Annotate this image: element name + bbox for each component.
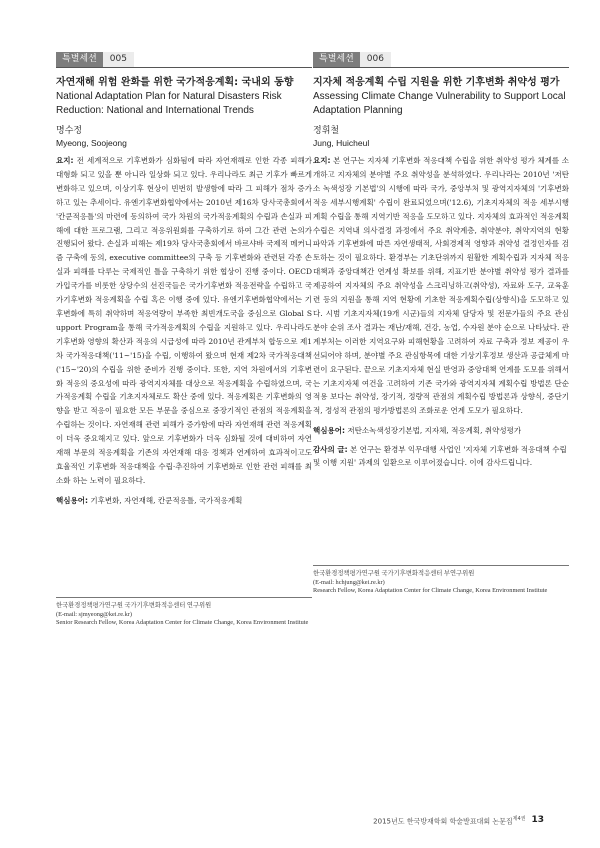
keywords [56,494,312,507]
acknowledgement-label: 감사의 글: [313,445,348,455]
session-badge [313,52,569,68]
session-number: 005 [103,52,134,67]
article-title-english: Assessing Climate Change Vulnerability to Support Local Adaptation Planning [313,91,566,116]
right-article [313,52,569,469]
footnote-affiliation: 한국환경정책평가연구원 국가기후변화적응센터 연구위원 [56,602,212,609]
author-name-korean: 명수정 [56,126,83,136]
session-number: 006 [360,52,391,67]
keywords-text: 기후변화, 자연재해, 칸쿤적응틀, 국가적응계획 [87,495,243,505]
session-label: 특별세션 [313,52,360,67]
author-footnote-left [56,597,312,628]
session-badge [56,52,312,68]
page-footer [373,815,544,826]
footnote-email: (E-mail: sjmyeong@kei.re.kr) [56,610,132,618]
keywords-text: 저탄소녹색성장기본법, 지자체, 적응계획, 취약성평가 [344,426,522,436]
abstract [313,154,569,418]
abstract [56,154,312,488]
author-name-english: Jung, Huicheul [313,138,370,148]
journal-name: 2015년도 한국방재학회 학술발표대회 논문집$^{제4권}$ [373,815,526,825]
session-label: 특별세션 [56,52,103,67]
abstract-label: 요지: [313,156,331,165]
article-title-korean: 지자체 적응계획 수립 지원을 위한 기후변화 취약성 평가 [313,77,560,88]
keywords-label: 핵심용어: [56,495,88,505]
acknowledgement-text: 본 연구는 환경부 익무대행 사업인 '지자체 기후변화 적응대책 수립 및 이행 지원' 과제의 일환으로 이루어졌습니다. 이에 감사드립니다. [313,445,567,468]
footnote-affiliation: 한국환경정책평가연구원 국가기후변화적응센터 부연구위원 [313,570,475,577]
article-title-english: National Adaptation Plan for Natural Disasters Risk Reduction: National and International Trends [56,91,282,116]
left-article [56,52,312,507]
abstract-text: 본 연구는 지자체 기후변화 적응대책 수립을 위한 취약성 평가 체계를 소개하고 지자체의 분야별 주요 취약성을 분석하였다. 우리나라는 2010년 '저탄소 녹색성장 기본법'의 시행에 따라 국가, 중앙부처 및 광역지자체의 '기후변화 적응 세부시행계획' 수립이 완료되었으며('12.6), 기초지자체의 적응 세부시행계획 수립을 통해 지역기반 적응을 도모하고 있다. 지자체의 효과적인 적응계획 수립은 지역내 의사결정 과정에서 주요 취약계층, 취약분야, 취약지역의 현황 파악과 기후변화에 따른 자연생태적, 사회경제적 영향과 취약성 결정인자를 검토하는 것이 필요하다. 환경부는 기초단위까지 원활한 계획수립과 지자체 적응대책과 중앙대책간 연계성 확보를 위해, 지표기반 분야별 취약성 평가 결과를 제공하여 지자체의 주요 취약성을 스크리닝하고(취약성), 자료와 도구, 교육훈련 등의 지원을 통해 지역 현황에 기초한 적응계획수립(상향식)을 도모하고 있다. 시범 기초지자체(19개 시군)들의 지자체 담당자 및 전문가들의 주요 관심분야 순위 조사 결과는 재난/재해, 건강, 농업, 수자원 분야 순으로 나타났다. 관계부처는 이러한 지역요구와 피해현황을 고려하여 자료 구축과 정보 제공이 우선되어야 하며, 분야별 주요 관심항목에 대한 기상기후정보 생산과 공급체계 마련이 요구된다. 끝으로 기초지자체 현실 반영과 중앙대책 연계를 도모를 위해서는 기초지자체 여건을 고려하여 기존 국가와 광역지자체 계획수립 방법론 단순 적용 보다는 취약성, 장기적, 정량적 관점의 계획수립 방법론과 상향식, 중단기적, 정성적 관점의 평가방법론의 조화로운 연계 도모가 필요하다. [313,156,569,416]
keywords-label: 핵심용어: [313,426,345,436]
author-name-korean: 정휘철 [313,126,340,136]
footnote-email: (E-mail: hchjung@kei.re.kr) [313,578,385,586]
footnote-affiliation-english: Senior Research Fellow, Korea Adaptation Center for Climate Change, Korea Environment Institute [56,619,309,627]
author-footnote-right [313,565,569,596]
volume-mark: 제4권 [512,815,526,822]
footnote-affiliation-english: Research Fellow, Korea Adaptation Center for Climate Change, Korea Environment Institute [313,587,548,595]
abstract-text: 전 세계적으로 기후변화가 심화됨에 따라 자연재해로 인한 각종 피해가 대형화 되고 있을 뿐 아니라 일상화 되고 있다. 우리나라도 최근 기후가 빠르게 변화하고 있으며, 이상기후 현상이 빈번히 발생함에 따라 그 피해가 점차 증가하고 있는 추세이다. 유엔기후변화협약에서는 2010년 제16차 당사국총회에서 '칸쿤적응틀'의 마련에 동의하여 국가 차원의 국가적응계획의 수립과 손실과 피해에 대한 프로그램, 그리고 적응위원회를 구축하기로 하여 그간 관련 논의가 진행되어 왔다. 손실과 피해는 제19차 당사국총회에서 바르샤바 국제적 메커니즘 구축에 동의, executive committee의 구축 등 기후변화와 관련된 각종 손실과 피해를 다루는 국제적인 틀을 구축하기 위한 협상이 진행 중이다. OECD 가입국가를 비롯한 상당수의 선진국들은 국가기후변화 적응전략을 수립하고 국가기후변화 적응계획을 수립 혹은 이행 중에 있다. 유엔기후변화협약에서는 기후변화에 특히 취약하며 적응역량이 부족한 최빈개도국을 중심으로 Global Support Program을 통해 국가적응계획의 수립을 지원하고 있다. 우리나라도 기후변화 영향의 확산과 적응의 시급성에 따라 2010년 관계부처 합동으로 제1차 국가적응대책('11~'15)을 수립, 이행하여 왔으며 현재 제2차 국가적응대책('15~'20)의 수립을 위한 준비가 진행 중이다. 또한, 지역 차원에서의 기후변화 적응의 중요성에 따라 광역지자체를 대상으로 적응계획을 수립하였으며, 국가적응계획 수립을 기초지자체로도 확산 중에 있다. 적응계획은 기후변화의 영향을 받고 적응이 필요한 모든 부문을 중심으로 중장기적인 관점의 적응계획을 수립하는 것이다. 자연재해 관련 피해가 증가함에 따라 자연재해 관련 적응계획이 더욱 중요해지고 있다. 앞으로 기후변화가 더욱 심화될 것에 대비하여 자연재해 부문의 적응계획을 기존의 자연재해 대응 정책과 연계하여 효과적이고도 효율적인 기후변화 적응대책을 수립·추진하여 기후변화로 인한 관련 피해를 최소화 하는 노력이 필요하다. [56,156,312,485]
page-number: 13 [531,815,544,826]
author-name-english: Myeong, Soojeong [56,138,127,148]
acknowledgement [313,443,569,469]
article-title-korean: 자연재해 위험 완화를 위한 국가적응계획: 국내외 동향 [56,77,294,88]
keywords [313,424,569,437]
abstract-label: 요지: [56,156,74,165]
